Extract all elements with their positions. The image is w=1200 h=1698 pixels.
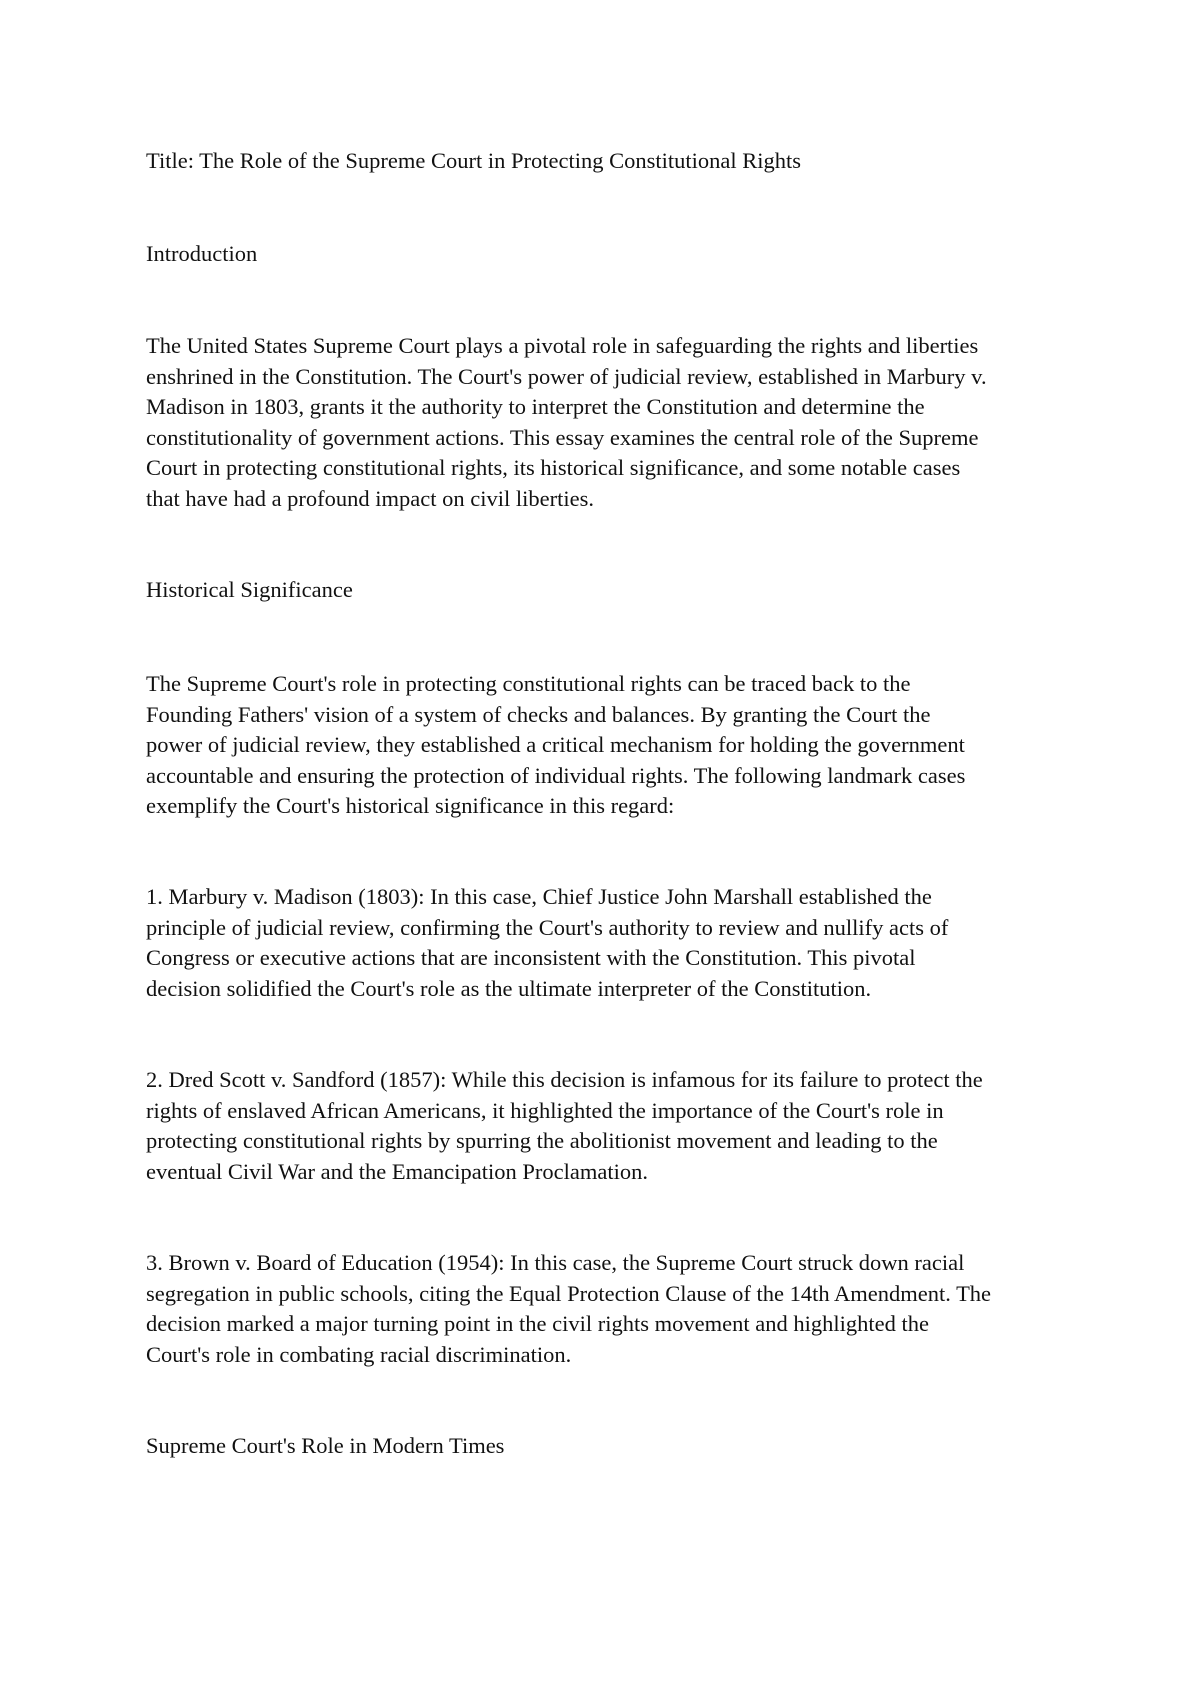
historical-line: power of judicial review, they established a critical mechanism for holding the government [146,732,965,757]
case-line: 1. Marbury v. Madison (1803): In this case, Chief Justice John Marshall established the [146,884,932,909]
case-line: decision marked a major turning point in the civil rights movement and highlighted the [146,1311,929,1336]
modern-times-heading: Supreme Court's Role in Modern Times [146,1433,505,1458]
historical-significance-paragraph [146,669,1076,822]
case-line: 3. Brown v. Board of Education (1954): In this case, the Supreme Court struck down racial [146,1250,965,1275]
historical-line: accountable and ensuring the protection of individual rights. The following landmark cases [146,762,966,788]
historical-line: Founding Fathers' vision of a system of checks and balances. By granting the Court the [146,701,931,727]
introduction-line: Court in protecting constitutional rights, its historical significance, and some notable cases [146,455,961,480]
document-title: Title: The Role of the Supreme Court in Protecting Constitutional Rights [146,148,801,173]
case-line: Court's role in combating racial discrimination. [146,1341,572,1367]
case-line: eventual Civil War and the Emancipation Proclamation. [146,1158,649,1184]
introduction-paragraph [146,331,1076,514]
case-line: protecting constitutional rights by spurring the abolitionist movement and leading to the [146,1128,938,1153]
introduction-heading: Introduction [146,241,258,266]
case-marbury-paragraph [146,882,1076,1004]
introduction-line: enshrined in the Constitution. The Court's power of judicial review, established in Marbury v. [146,363,987,389]
case-dred-scott-paragraph [146,1065,1076,1187]
introduction-line: Madison in 1803, grants it the authority to interpret the Constitution and determine the [146,394,925,419]
case-line: decision solidified the Court's role as the ultimate interpreter of the Constitution. [146,975,872,1001]
historical-line: exemplify the Court's historical significance in this regard: [146,793,675,818]
case-line: rights of enslaved African Americans, it highlighted the importance of the Court's role in [146,1097,944,1123]
case-line: principle of judicial review, confirming the Court's authority to review and nullify acts of [146,914,949,940]
case-line: Congress or executive actions that are inconsistent with the Constitution. This pivotal [146,945,916,970]
introduction-line: that have had a profound impact on civil liberties. [146,485,594,511]
case-line: 2. Dred Scott v. Sandford (1857): While this decision is infamous for its failure to protect the [146,1067,983,1092]
introduction-line: The United States Supreme Court plays a pivotal role in safeguarding the rights and liberties [146,333,979,358]
case-line: segregation in public schools, citing the Equal Protection Clause of the 14th Amendment. The [146,1280,992,1306]
introduction-line: constitutionality of government actions. This essay examines the central role of the Supreme [146,424,979,450]
historical-line: The Supreme Court's role in protecting constitutional rights can be traced back to the [146,671,911,696]
historical-significance-heading: Historical Significance [146,577,353,602]
case-brown-paragraph [146,1248,1076,1370]
